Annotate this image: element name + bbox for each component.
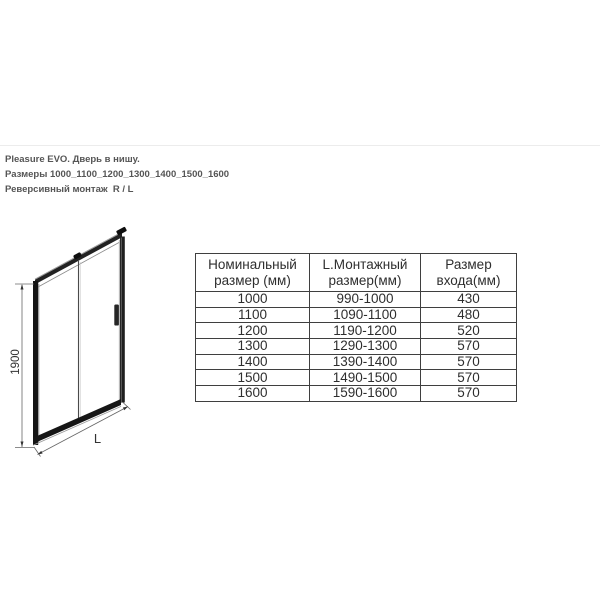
cell-mounting-size: 1290-1300	[310, 339, 421, 355]
door-handle	[114, 305, 119, 326]
left-profile-bar	[33, 281, 38, 445]
cell-mounting-size: 1490-1500	[310, 370, 421, 386]
arrow-up-icon	[21, 284, 24, 290]
sliding-panel-divider	[79, 261, 81, 419]
right-profile-bar	[120, 237, 125, 403]
width-dimension-label: L	[93, 431, 102, 446]
header-entry-size: Размер входа(мм)	[421, 254, 517, 292]
bottom-rail	[33, 399, 121, 445]
left-wall-profile	[33, 281, 39, 445]
product-description	[5, 152, 229, 197]
cell-mounting-size: 1190-1200	[310, 323, 421, 339]
extension-tick-left	[34, 447, 41, 457]
right-wall-profile	[119, 237, 125, 403]
product-title: Pleasure EVO. Дверь в нишу.	[5, 154, 140, 165]
cell-nominal-size: 1600	[196, 386, 310, 402]
cell-entry-size: 570	[421, 339, 517, 355]
arrow-down-icon	[21, 442, 24, 448]
cell-nominal-size: 1100	[196, 307, 310, 323]
table-row	[196, 323, 517, 339]
cell-nominal-size: 1400	[196, 354, 310, 370]
cell-mounting-size: 990-1000	[310, 292, 421, 308]
table-row	[196, 354, 517, 370]
cell-entry-size: 570	[421, 354, 517, 370]
arrow-right-icon	[123, 407, 128, 411]
cell-nominal-size: 1500	[196, 370, 310, 386]
bottom-rail-shadow	[33, 406, 121, 445]
table-row	[196, 370, 517, 386]
table-row	[196, 292, 517, 308]
table-row	[196, 386, 517, 402]
product-mounting: Реверсивный монтаж R / L	[5, 184, 134, 195]
cell-entry-size: 480	[421, 307, 517, 323]
cell-nominal-size: 1300	[196, 339, 310, 355]
cell-mounting-size: 1090-1100	[310, 307, 421, 323]
cell-nominal-size: 1200	[196, 323, 310, 339]
cell-nominal-size: 1000	[196, 292, 310, 308]
height-dimension-label: 1900	[10, 349, 22, 375]
cell-mounting-size: 1390-1400	[310, 354, 421, 370]
table-row	[196, 339, 517, 355]
product-sizes: Размеры 1000_1100_1200_1300_1400_1500_1600	[5, 169, 230, 180]
table-header-row	[196, 254, 517, 292]
dimensions-table	[195, 253, 517, 402]
cell-entry-size: 520	[421, 323, 517, 339]
bottom-rail-bar	[33, 399, 121, 444]
cell-entry-size: 430	[421, 292, 517, 308]
top-rail	[35, 227, 127, 285]
section-divider	[0, 145, 600, 146]
cell-entry-size: 570	[421, 370, 517, 386]
header-nominal-size: Номинальный размер (мм)	[196, 254, 310, 292]
header-mounting-size: L.Монтажный размер(мм)	[310, 254, 421, 292]
width-dimension	[34, 403, 131, 457]
cell-mounting-size: 1590-1600	[310, 386, 421, 402]
cell-entry-size: 570	[421, 386, 517, 402]
door-technical-drawing	[0, 220, 180, 470]
table-row	[196, 307, 517, 323]
